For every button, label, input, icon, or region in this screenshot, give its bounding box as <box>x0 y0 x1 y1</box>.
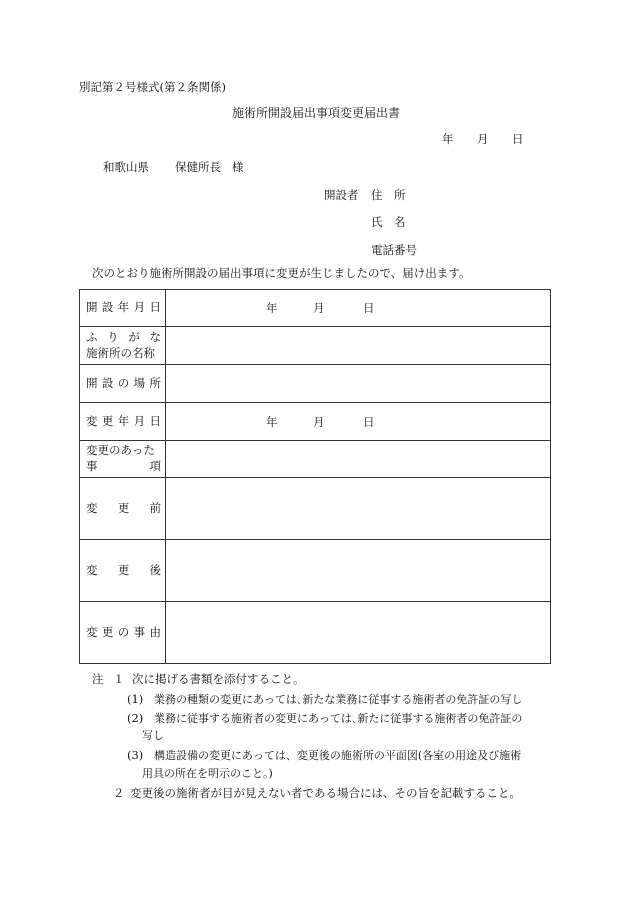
submission-month: 月 <box>477 132 489 146</box>
before-change-field[interactable] <box>166 478 551 540</box>
note-sub-2-text: 業務に従事する施術者の変更にあっては､新たに従事する施術者の免許証の <box>154 712 523 725</box>
row-label-text: 変更のあった <box>86 443 155 458</box>
change-day-label: 日 <box>363 414 375 429</box>
notes-prefix: 注 <box>92 672 104 686</box>
row-label-text: り <box>107 329 119 344</box>
row-label-text: 開 <box>86 375 98 390</box>
row-label-text: 月 <box>133 413 146 428</box>
changed-item-field[interactable] <box>166 441 551 478</box>
change-reason-field[interactable] <box>166 602 551 664</box>
table-row <box>80 327 551 365</box>
row-label-text: の <box>117 624 130 639</box>
opening-year-label: 年 <box>266 301 278 315</box>
row-label-line <box>86 563 161 579</box>
note-sub-2-text-cont: 写し <box>142 729 164 742</box>
change-reason-label <box>80 602 166 664</box>
change-date-label <box>80 403 166 441</box>
table-row <box>80 365 551 403</box>
changed-item-label <box>80 441 166 478</box>
row-label-text: 月 <box>133 300 146 315</box>
opening-location-field[interactable] <box>166 365 551 403</box>
change-form-table <box>79 289 551 664</box>
facility-name-field[interactable] <box>166 327 551 365</box>
row-label-text: 後 <box>149 562 161 577</box>
change-month-label: 月 <box>313 414 325 429</box>
row-label-line <box>86 625 161 641</box>
row-label-text: 変 <box>86 624 98 639</box>
opening-day-label: 日 <box>363 301 375 315</box>
change-year-label: 年 <box>266 414 278 429</box>
note-sub-3-text-cont: 用具の所在を明示のこと。) <box>142 767 273 780</box>
table-row <box>80 441 551 478</box>
address-label-2: 所 <box>394 188 406 202</box>
note-2-number: ２ <box>113 786 125 800</box>
after-change-label <box>80 540 166 602</box>
note-2-text: 変更後の施術者が目が見えない者である場合には、その旨を記載すること。 <box>130 786 521 800</box>
note-1-number: １ <box>113 672 125 686</box>
table-row <box>80 478 551 540</box>
statement-text: 次のとおり施術所開設の届出事項に変更が生じましたので、届け出ます。 <box>92 266 471 280</box>
addressee-honorific: 様 <box>232 160 244 174</box>
note-sub-3-text: 構造設備の変更にあっては、変更後の施術所の平面図(各室の用途及び施術 <box>154 749 522 762</box>
before-change-label <box>80 478 166 540</box>
after-change-field[interactable] <box>166 540 551 602</box>
row-label-text: 年 <box>117 300 130 315</box>
addressee-prefecture: 和歌山県 <box>103 160 149 174</box>
table-row <box>80 403 551 441</box>
name-label-2: 名 <box>394 215 406 229</box>
row-label-text: 変 <box>86 500 98 515</box>
opening-location-label <box>80 365 166 403</box>
row-label-text: の <box>117 375 130 390</box>
row-label-text: 設 <box>101 375 114 390</box>
facility-name-label <box>80 327 166 365</box>
row-label-text: 変 <box>86 562 98 577</box>
row-label-text: 前 <box>149 500 161 515</box>
row-label-text: 事 <box>86 459 98 473</box>
row-label-line <box>86 459 161 475</box>
row-label-text: 設 <box>101 300 114 315</box>
note-sub-1-text: 業務の種類の変更にあっては､新たな業務に従事する施術者の免許証の写し <box>154 693 523 706</box>
row-label-line <box>86 300 161 316</box>
row-label-text: 項 <box>149 459 161 473</box>
row-label-line <box>86 346 161 362</box>
row-label-line <box>86 501 161 517</box>
opening-date-label <box>80 290 166 327</box>
row-label-text: 日 <box>149 300 161 315</box>
row-label-text: 所 <box>149 375 161 390</box>
phone-label: 電話番号 <box>371 243 417 257</box>
applicant-label: 開設者 <box>324 188 359 202</box>
row-label-text: 由 <box>149 624 161 639</box>
row-label-text: 年 <box>117 413 130 428</box>
row-label-text: 場 <box>133 375 146 390</box>
note-sub-2-number: (2) <box>127 711 144 725</box>
row-label-line <box>86 443 161 459</box>
row-label-line <box>86 376 161 392</box>
table-row <box>80 602 551 664</box>
note-sub-1-number: (1) <box>127 692 144 706</box>
row-label-text: 変 <box>86 413 98 428</box>
row-label-text: 事 <box>133 624 146 639</box>
note-1-text: 次に掲げる書類を添付すること。 <box>132 672 305 686</box>
row-label-text: 更 <box>117 562 130 577</box>
table-row <box>80 540 551 602</box>
row-label-text: 日 <box>149 413 161 428</box>
row-label-text: 施術所の名称 <box>86 345 155 360</box>
row-label-text: 更 <box>101 413 114 428</box>
name-label-1: 氏 <box>371 215 383 229</box>
address-label-1: 住 <box>371 188 383 202</box>
row-label-text: 更 <box>117 500 130 515</box>
row-label-text: な <box>149 329 161 344</box>
submission-year: 年 <box>442 132 454 146</box>
note-sub-3-number: (3) <box>127 748 144 762</box>
document-title: 施術所開設届出事項変更届出書 <box>232 106 401 120</box>
row-label-line <box>86 330 161 346</box>
submission-day: 日 <box>512 132 524 146</box>
opening-date-field[interactable] <box>166 290 551 327</box>
opening-month-label: 月 <box>313 301 325 315</box>
row-label-text: 開 <box>86 300 98 315</box>
form-number: 別記第２号様式(第２条関係) <box>79 80 226 94</box>
row-label-line <box>86 414 161 430</box>
row-label-text: 更 <box>101 624 114 639</box>
row-label-text: が <box>128 329 140 344</box>
table-row <box>80 290 551 327</box>
change-date-field[interactable] <box>166 403 551 441</box>
addressee-office: 保健所長 <box>175 160 221 174</box>
row-label-text: ふ <box>86 329 98 344</box>
